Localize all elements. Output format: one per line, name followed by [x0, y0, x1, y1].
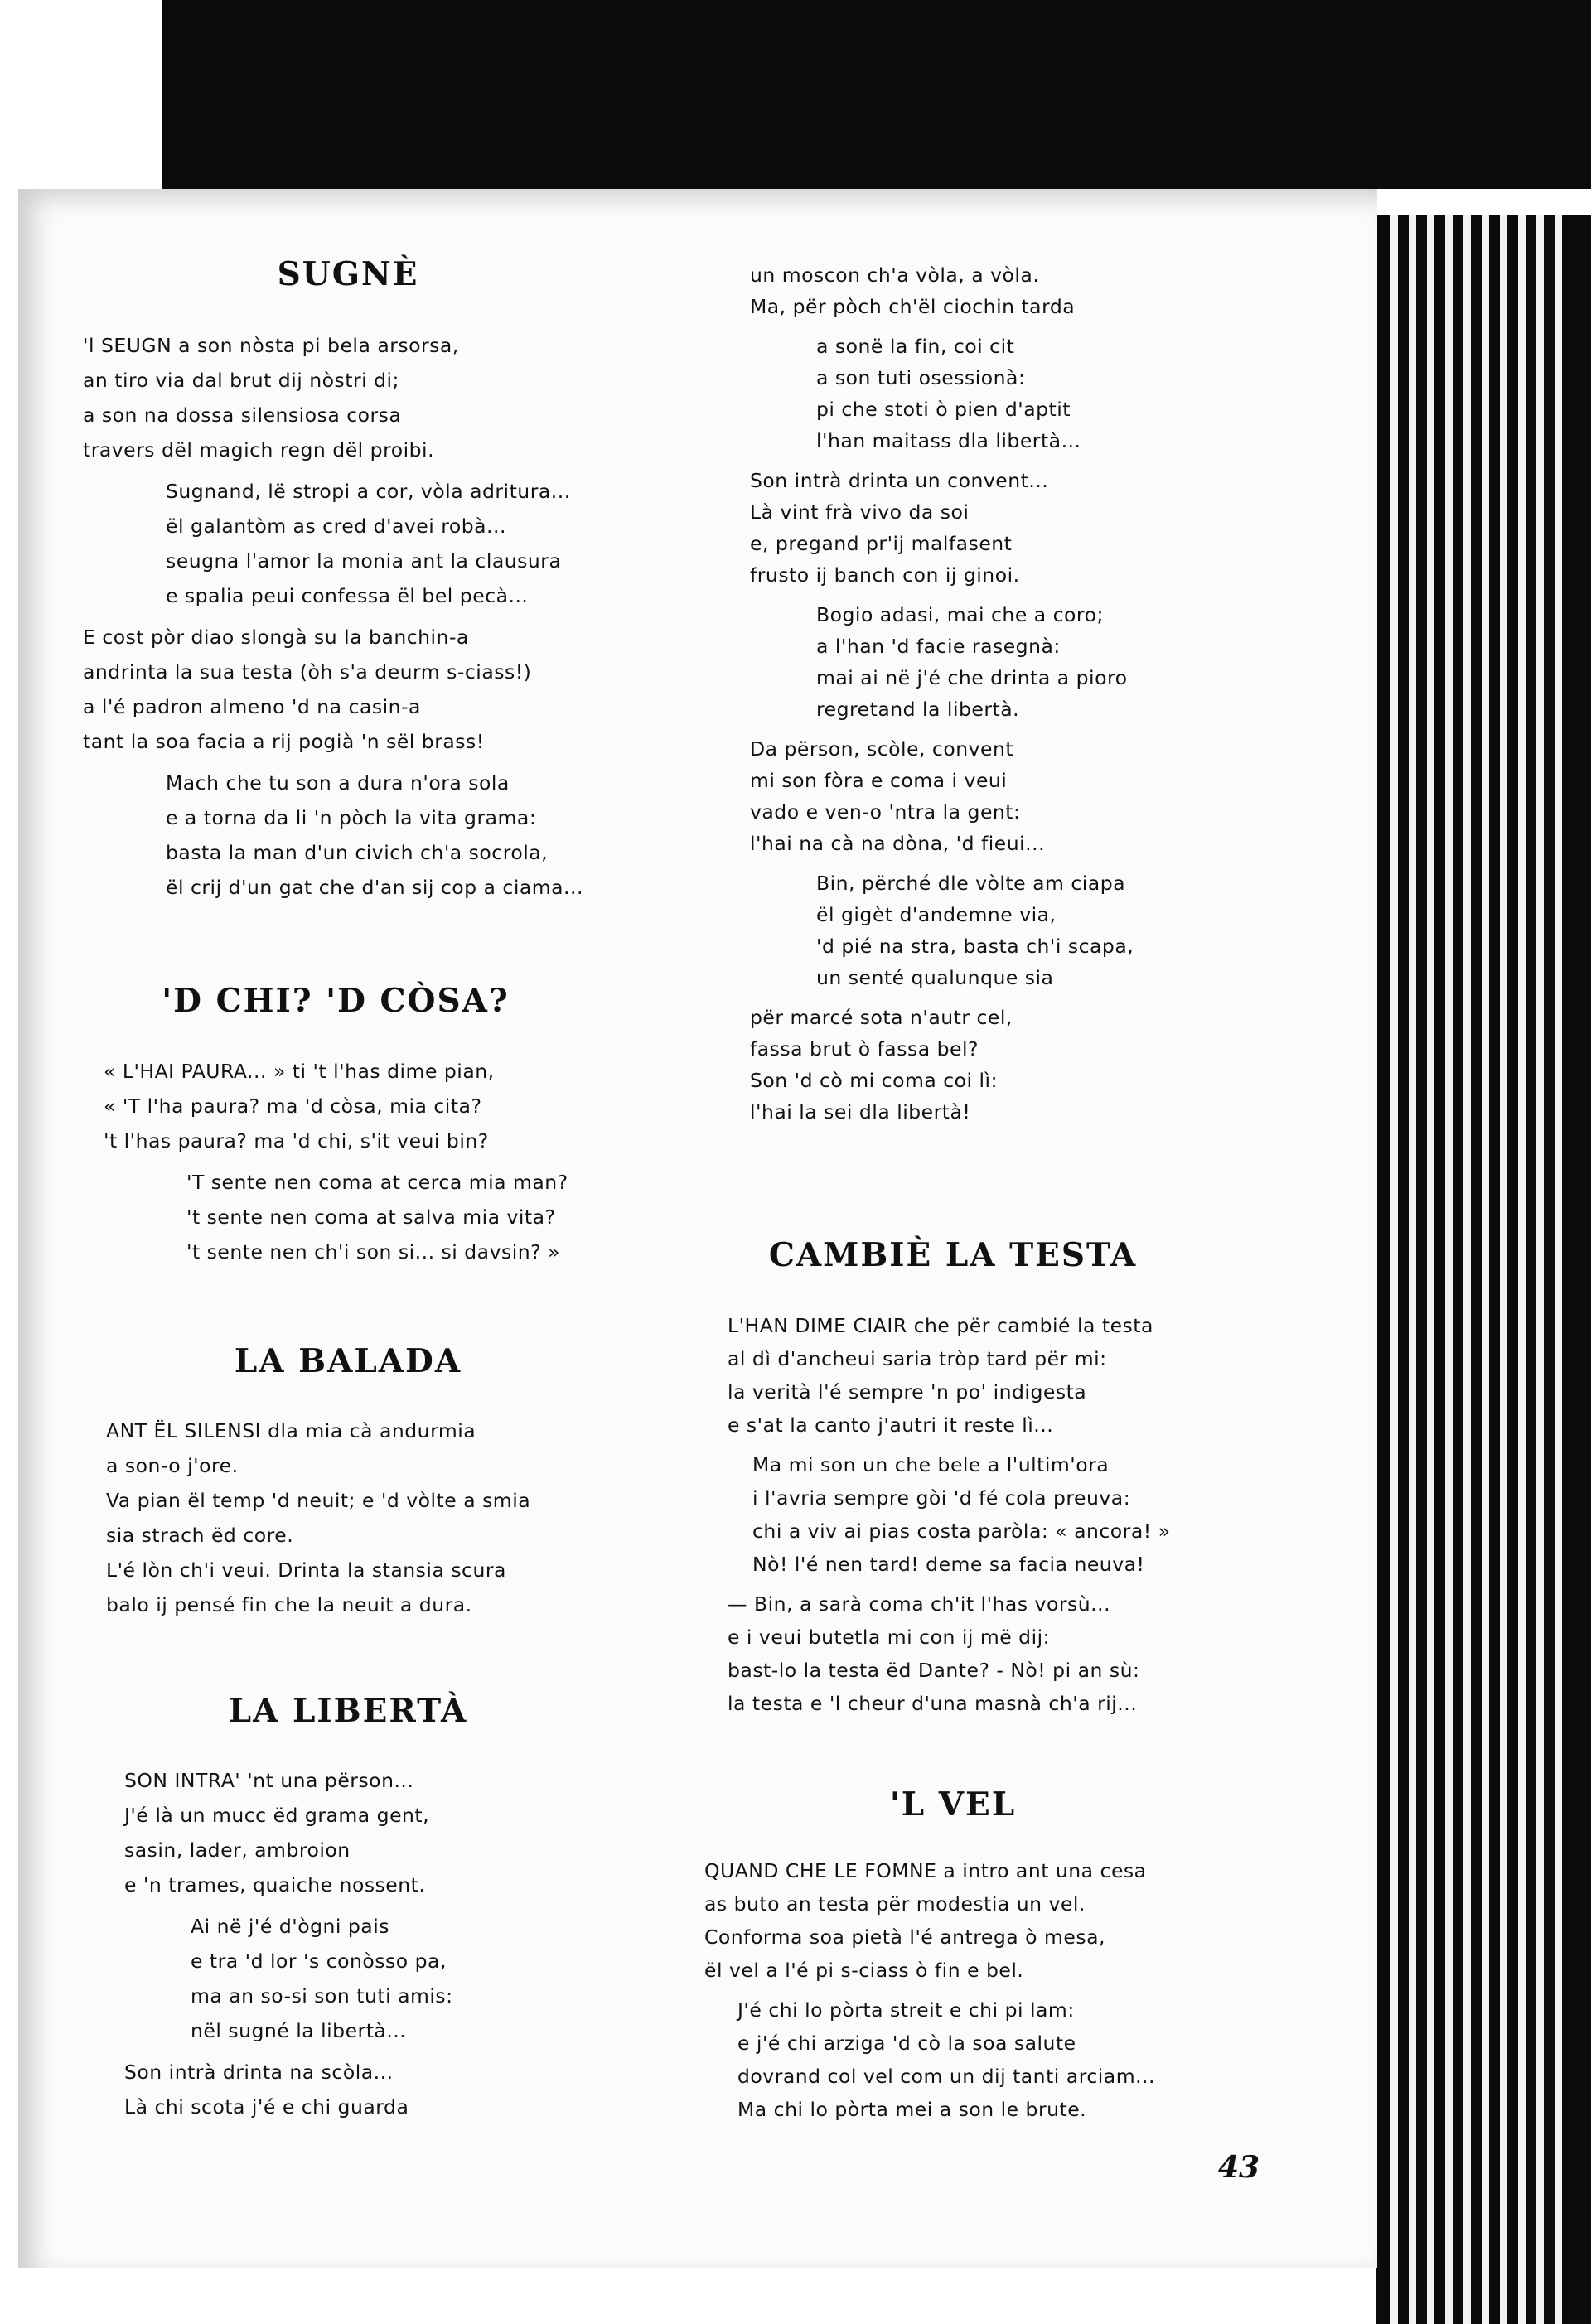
poem-line: nël sugné la libertà... [191, 2019, 407, 2042]
poem-line: Ma mi son un che bele a l'ultim'ora [752, 1453, 1110, 1476]
poem-line: Là chi scota j'é e chi guarda [124, 2095, 409, 2119]
poem-line: mi son fòra e coma i veui [750, 769, 1008, 792]
poem-line: regretand la libertà. [816, 698, 1020, 721]
poem-line: ël vel a l'é pi s-ciass ò fin e bel. [704, 1959, 1024, 1982]
poem-liberta-part1 [124, 1763, 453, 2124]
poem-line: L'é lòn ch'i veui. Drinta la stansia scura [106, 1558, 506, 1582]
poem-line: dovrand col vel com un dij tanti arciam... [737, 2065, 1155, 2088]
poem-line: — Bin, a sarà coma ch'it l'has vorsù... [728, 1592, 1111, 1616]
poem-line: Là vint frà vivo da soi [750, 500, 970, 524]
poem-line: ël galantòm as cred d'avei robà... [166, 515, 506, 538]
poem-line: Ma chi lo pòrta mei a son le brute. [737, 2098, 1087, 2121]
poem-line: sasin, lader, ambroion [124, 1838, 351, 1862]
poem-line: as buto an testa për modestia un vel. [704, 1892, 1086, 1916]
poem-line: Conforma soa pietà l'é antrega ò mesa, [704, 1925, 1105, 1949]
scan-top-shadow [162, 0, 1591, 189]
poem-line: al dì d'ancheui saria tròp tard për mi: [728, 1347, 1107, 1370]
poem-line: a son na dossa silensiosa corsa [83, 403, 402, 427]
poem-line: Son intrà drinta un convent... [750, 469, 1049, 492]
poem-line: Nò! l'é nen tard! deme sa facia neuva! [752, 1553, 1145, 1576]
page-number: 43 [1218, 2150, 1260, 2185]
poem-line: e i veui butetla mi con ij më dij: [728, 1626, 1051, 1649]
poem-line: tant la soa facia a rij pogià 'n sël brass! [83, 730, 485, 753]
poem-line: frusto ij banch con ij ginoi. [750, 563, 1020, 587]
poem-line: E cost pòr diao slongà su la banchin-a [83, 626, 469, 649]
poem-title-dchi: 'D CHI? 'D CÒSA? [162, 982, 510, 1020]
poem-line: seugna l'amor la monia ant la clausura [166, 549, 562, 573]
poem-line: a son-o j'ore. [106, 1454, 239, 1477]
poem-line: QUAND CHE LE FOMNE a intro ant una cesa [704, 1859, 1147, 1882]
poem-line: a l'é padron almeno 'd na casin-a [83, 695, 421, 718]
poem-line: l'hai la sei dla libertà! [750, 1100, 971, 1123]
poem-line: SON INTRA' 'nt una përson... [124, 1769, 414, 1792]
poem-title-sugne: SUGNÈ [277, 255, 419, 293]
poem-line: e 'n trames, quaiche nossent. [124, 1873, 426, 1896]
poem-line: e tra 'd lor 's conòsso pa, [191, 1950, 447, 1973]
poem-sugne [83, 328, 583, 905]
poem-line: basta la man d'un civich ch'a socrola, [166, 841, 549, 864]
poem-line: Bin, përché dle vòlte am ciapa [816, 872, 1126, 895]
poem-title-cambie: CAMBIÈ LA TESTA [768, 1236, 1138, 1274]
poem-line: la testa e 'l cheur d'una masnà ch'a rij... [728, 1692, 1138, 1715]
poem-line: balo ij pensé fin che la neuit a dura. [106, 1593, 472, 1616]
poem-line: la verità l'é sempre 'n po' indigesta [728, 1380, 1087, 1404]
poem-line: J'é là un mucc ëd grama gent, [124, 1804, 430, 1827]
poem-line: Son 'd cò mi coma coi lì: [750, 1069, 998, 1092]
poem-line: l'hai na cà na dòna, 'd fieui... [750, 832, 1046, 855]
poem-line: 't sente nen ch'i son si... si davsin? » [186, 1240, 560, 1263]
poem-line: Mach che tu son a dura n'ora sola [166, 771, 510, 795]
poem-line: e j'é chi arziga 'd cò la soa salute [737, 2032, 1076, 2055]
poem-line: mai ai në j'é che drinta a pioro [816, 666, 1128, 689]
poem-line: e a torna da li 'n pòch la vita grama: [166, 806, 537, 829]
poem-line: e spalia peui confessa ël bel pecà... [166, 584, 529, 607]
page-stack-edge [1376, 215, 1591, 2324]
poem-title-vel: 'L VEL [889, 1785, 1017, 1824]
poem-line: chi a viv ai pias costa paròla: « ancora! » [752, 1520, 1171, 1543]
poem-line: a son tuti osessionà: [816, 366, 1026, 389]
poem-line: « L'HAI PAURA... » ti 't l'has dime pian, [104, 1060, 495, 1083]
poem-line: Ai në j'é d'ògni pais [191, 1915, 389, 1938]
poem-line: fassa brut ò fassa bel? [750, 1037, 979, 1061]
poem-liberta-part2 [750, 259, 1134, 1128]
poem-line: « 'T l'ha paura? ma 'd còsa, mia cita? [104, 1094, 482, 1118]
poem-line: e s'at la canto j'autri it reste lì... [728, 1413, 1054, 1437]
poem-line: ël crij d'un gat che d'an sij cop a ciama... [166, 876, 583, 899]
poem-line: l'han maitass dla libertà... [816, 429, 1081, 452]
poem-line: sia strach ëd core. [106, 1524, 294, 1547]
poem-balada [106, 1413, 530, 1622]
poem-cambie [728, 1309, 1171, 1720]
poem-line: Va pian ël temp 'd neuit; e 'd vòlte a smia [106, 1489, 531, 1512]
poem-line: 'd pié na stra, basta ch'i scapa, [816, 935, 1134, 958]
poem-line: an tiro via dal brut dij nòstri di; [83, 369, 399, 392]
poem-title-balada: LA BALADA [234, 1342, 462, 1380]
poem-line: a l'han 'd facie rasegnà: [816, 635, 1061, 658]
poem-line: Da përson, scòle, convent [750, 737, 1014, 761]
poem-line: i l'avria sempre gòi 'd fé cola preuva: [752, 1486, 1131, 1510]
poem-line: 'l SEUGN a son nòsta pi bela arsorsa, [83, 334, 459, 357]
poem-line: 't l'has paura? ma 'd chi, s'it veui bin? [104, 1129, 489, 1152]
poem-line: ANT ËL SILENSI dla mia cà andurmia [106, 1419, 476, 1442]
poem-line: 't sente nen coma at salva mia vita? [186, 1205, 556, 1229]
poem-line: e, pregand pr'ij malfasent [750, 532, 1013, 555]
page-margin-left [0, 0, 18, 2324]
poem-title-liberta: LA LIBERTÀ [228, 1692, 468, 1730]
poem-line: un senté qualunque sia [816, 966, 1054, 989]
poem-line: bast-lo la testa ëd Dante? - Nò! pi an sù: [728, 1659, 1140, 1682]
poem-line: 'T sente nen coma at cerca mia man? [186, 1171, 568, 1194]
poem-line: J'é chi lo pòrta streit e chi pi lam: [737, 1998, 1075, 2022]
poem-line: për marcé sota n'autr cel, [750, 1006, 1013, 1029]
poem-line: vado e ven-o 'ntra la gent: [750, 800, 1021, 824]
poem-line: ël gigèt d'andemne via, [816, 903, 1057, 926]
poem-line: andrinta la sua testa (òh s'a deurm s-ciass!) [83, 660, 532, 684]
poem-line: a sonë la fin, coi cit [816, 335, 1015, 358]
poem-line: pi che stoti ò pien d'aptit [816, 398, 1071, 421]
poem-line: Bogio adasi, mai che a coro; [816, 603, 1104, 626]
poem-line: un moscon ch'a vòla, a vòla. [750, 263, 1040, 287]
poem-dchi [104, 1054, 568, 1269]
poem-vel [704, 1854, 1155, 2126]
poem-line: L'HAN DIME CIAIR che për cambié la testa [728, 1314, 1153, 1337]
poem-line: Sugnand, lë stropi a cor, vòla adritura... [166, 480, 571, 503]
poem-line: travers dël magich regn dël proibi. [83, 438, 435, 461]
poem-line: ma an so-si son tuti amis: [191, 1984, 453, 2008]
poem-line: Son intrà drinta na scòla... [124, 2061, 394, 2084]
poem-line: Ma, për pòch ch'ël ciochin tarda [750, 295, 1076, 318]
